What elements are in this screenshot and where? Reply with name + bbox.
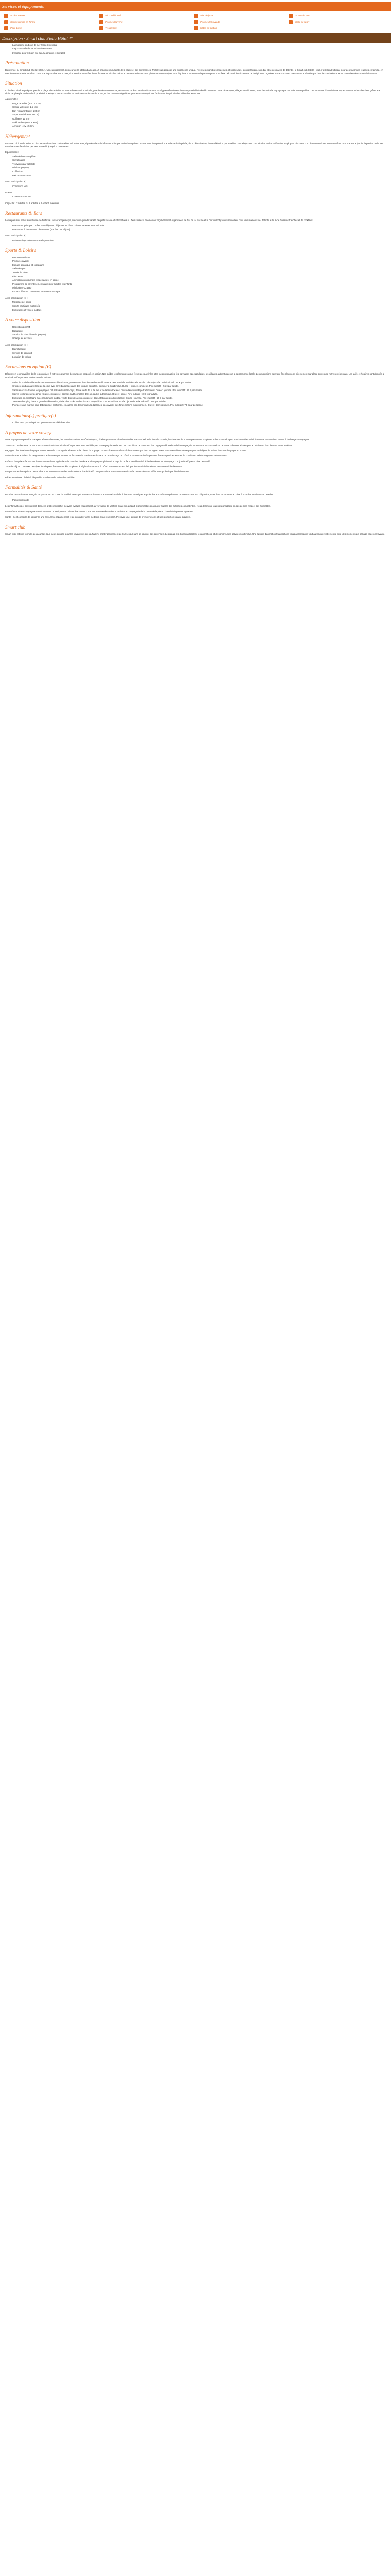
center-icon xyxy=(4,20,8,24)
formalites-list xyxy=(5,499,386,502)
services-grid xyxy=(0,11,391,33)
air-icon xyxy=(99,14,103,18)
list-item: • Climatisation xyxy=(12,159,386,162)
label: Avec participation (€) : xyxy=(5,343,28,346)
paragraph: Découvrez les merveilles de la région grâce à notre programme d'excursions proposé en option. Nos guides expérimentés vous feront découvrir les sites incontournables, les paysages spectaculaires, les villages authentiques et la gastronomie locale. Les excursions peuvent être réservées directement sur place auprès de notre représentant. Les tarifs et horaires sont donnés à titre indicatif et peuvent varier selon la saison. xyxy=(5,372,384,379)
paragraph: Bienvenue au Smart club Stella Hôtel 4*. Un établissement au coeur de la station balnéaire, à proximité immédiate de la plage et des commerces, l'hôtel vous propose une expérience unique. Avec ses chambres modernes et spacieuses, son restaurant, son bar et ses espaces de détente, le Smart club Stella Hôtel 4* est l'endroit idéal pour des vacances réussies en famille, en couple ou entre amis. Profitez d'une vue imprenable sur la mer, d'un service attentif et d'une formule tout inclus qui vous permettra de savourer pleinement votre séjour. Nos équipes sont à votre disposition pour vous faire découvrir les richesses de la région et organiser vos excursions. Laissez-vous séduire par l'ambiance chaleureuse et conviviale de notre établissement. xyxy=(5,69,383,75)
pool-out-icon xyxy=(194,20,198,24)
paragraph: Les photos et descriptions présentées sont non contractuelles et données à titre indicatif. Les prestations et services mentionnés peuvent être modifiés sans préavis par l'établissement. xyxy=(5,470,190,473)
paragraph: Santé : il est conseillé de souscrire une assurance rapatriement et de consulter votre médecin avant le départ. Prévoyez une trousse de premiers soins et une protection solaire adaptée. xyxy=(5,515,191,518)
list-item: • Restaurant à la carte sur réservation (une fois par séjour) xyxy=(12,228,386,231)
spa-icon xyxy=(289,20,293,24)
paragraph: Capacité : 2 adultes ou 2 adultes + 1 enfant maximum xyxy=(5,201,60,205)
sports-list-2 xyxy=(5,301,386,312)
service-item: Salle de sport xyxy=(289,20,384,24)
list-item: • Blanchisserie xyxy=(12,348,386,351)
section-title: Présentation xyxy=(5,60,29,66)
list-item: • Service de transfert xyxy=(12,352,386,355)
list-item: • Balcon ou terrasse xyxy=(12,174,386,177)
restauration-list xyxy=(5,224,386,231)
paragraph: L'hôtel est situé à quelques pas de la plage de sable fin, au coeur d'une station animée, proche des commerces, restaurants et lieux de divertissement. La région offre de nombreuses possibilités de découvertes : sites historiques, villages traditionnels, marchés colorés et paysages naturels remarquables. Les amateurs d'activités nautiques trouveront leur bonheur grâce aux clubs de plongée et de voile à proximité. L'aéroport est accessible en environ 45 minutes de route, et des navettes régulières permettent de rejoindre facilement les principales villes des alentours. xyxy=(5,89,380,95)
game-icon xyxy=(194,14,198,18)
paragraph: Enfants : les prix enfants s'appliquent aux enfants logés dans la chambre de deux adultes payant plein tarif. L'âge de l'enfant est déterminé à la date de retour du voyage. Un justificatif pourra être demandé. xyxy=(5,460,211,463)
situation-list xyxy=(5,102,386,128)
list-item: • Massages et soins xyxy=(12,301,386,304)
list-item: • Location de voiture xyxy=(12,355,386,359)
service-item: Aire de jeux xyxy=(194,14,289,18)
section-title: Formalités & Santé xyxy=(5,485,42,490)
list-item: • L'espace pour le bien être luxury garantie et complet xyxy=(12,52,386,55)
paragraph: Les enfants mineurs voyageant seuls ou avec un seul parent doivent être munis d'une autorisation de sortie du territoire accompagnée de la copie de la pièce d'identité du parent signataire. xyxy=(5,510,194,513)
list-item: • Piscine extérieure xyxy=(12,256,386,259)
service-item: Tv satellite xyxy=(99,26,194,30)
sports-list xyxy=(5,256,386,294)
list-item: • Piscine couverte xyxy=(12,260,386,263)
list-item: • Programme de divertissement varié pour adultes et enfants xyxy=(12,283,386,286)
label: A proximité : xyxy=(5,97,18,100)
service-item: Piscine couverte xyxy=(99,20,194,24)
list-item: • Minibar (payant) xyxy=(12,166,386,170)
list-item: • Télévision par satellite xyxy=(12,163,386,166)
label: Equipement : xyxy=(5,150,19,154)
service-item: Piscine découverte xyxy=(194,20,289,24)
list-item: • L'hôtel n'est pas adapté aux personnes à mobilité réduite. xyxy=(12,421,386,425)
list-item: • Service de blanchisserie (payant) xyxy=(12,333,386,336)
service-item: Centre remise en forme xyxy=(4,20,99,24)
label: Avec participation (€) : xyxy=(5,234,28,238)
service-item: Pour boîse xyxy=(4,26,99,30)
section-title: Smart club xyxy=(5,524,26,530)
services-header xyxy=(0,2,391,11)
list-item: • La promenade de toute l'environnement xyxy=(12,47,386,50)
section-title: Restaurants & Bars xyxy=(5,211,42,216)
list-item: • Safari en 4x4 à travers les paysages naturels de l'arrière-pays, découverte de la faune et de la flore locales, pause dans un village traditionnel. Durée : journée. Prix indicatif : 65 € par adulte. xyxy=(12,389,386,392)
paragraph: Transport : les horaires de vol sont communiqués à titre indicatif et peuvent être modifiés par la compagnie aérienne. Les conditions de transport des bagages dépendent de la compagnie. Nous vous recommandons de vous présenter à l'aéroport au minimum deux heures avant le départ. xyxy=(5,444,294,447)
list-item: • Coffre-fort xyxy=(12,170,386,173)
paragraph: Les informations ci-dessus sont données à titre indicatif et peuvent évoluer. Il appartient au voyageur de vérifier, avant son départ, les formalités en vigueur auprès des autorités compétentes. Nous déclinons toute responsabilité en cas de non-respect des formalités. xyxy=(5,504,271,507)
list-item: • Excursion en montagne avec randonnée guidée, visite d'un site archéologique et dégustation de produits locaux. Durée : journée. Prix indicatif : 50 € par adulte. xyxy=(12,397,386,400)
parking-icon xyxy=(4,14,8,18)
list-item: • Excursions et visites guidées xyxy=(12,309,386,312)
list-item: • Connexion Wifi xyxy=(12,185,386,188)
label: Gratuit : xyxy=(5,191,13,194)
disposition-list-2 xyxy=(5,348,386,359)
list-item: • Arrêt de bus (env. 300 m) xyxy=(12,121,386,124)
list-item: • Supermarché (env. 800 m) xyxy=(12,113,386,116)
list-item: • Réception 24h/24 xyxy=(12,326,386,329)
hebergement-list xyxy=(5,155,386,177)
paragraph: Taxe de séjour : une taxe de séjour locale peut être demandée sur place, à régler directement à l'hôtel. Son montant est fixé par les autorités locales et est susceptible d'évoluer. xyxy=(5,465,183,468)
excursions-list xyxy=(5,381,386,408)
list-item: • Bagagerie xyxy=(12,330,386,333)
service-item: Sports de mer xyxy=(289,14,384,18)
label: Avec participation (€) : xyxy=(5,180,28,183)
list-item: • Journée shopping dans la grande ville voisine, visite des souks et des bazars, temps libre pour les achats. Durée : journée. Prix indicatif : 30 € par adulte. xyxy=(12,400,386,403)
paragraph: Le Smart club Stella Hôtel 4* dispose de chambres confortables et lumineuses, réparties dans le bâtiment principal et des bungalows. Toutes sont équipées d'une salle de bain privée, de la climatisation, d'une télévision par satellite, d'un téléphone, d'un minibar et d'un coffre-fort. La plupart disposent d'un balcon ou d'une terrasse offrant une vue sur le jardin, la piscine ou la mer. Les chambres familiales peuvent accueillir jusqu'à 4 personnes. xyxy=(5,142,384,148)
list-item: • Restaurant principal : buffet petit-déjeuner, déjeuner et dîner, cuisine locale et internationale xyxy=(12,224,386,227)
paragraph: Animations et activités : le programme d'animations peut varier en fonction de la saison et du taux de remplissage de l'hôtel. Certaines activités peuvent être suspendues en cas de conditions météorologiques défavorables. xyxy=(5,454,227,457)
section-title: Informations(s) pratique(s) xyxy=(5,413,56,418)
services-title: Services et équipements xyxy=(2,3,44,9)
kitchen-icon xyxy=(194,26,198,30)
informations-list xyxy=(5,421,386,425)
list-item: • Fléchettes xyxy=(12,275,386,278)
list-item: • Centre-ville (env. 1,5 km) xyxy=(12,106,386,109)
list-item: • Sports nautiques motorisés xyxy=(12,304,386,308)
label: Avec participation (€) : xyxy=(5,296,28,299)
section-title: A votre disposition xyxy=(5,317,40,323)
service-item: Hôtes en option xyxy=(194,26,289,30)
disposition-list xyxy=(5,326,386,341)
list-item: • Salle de bain complète xyxy=(12,155,386,158)
hebergement-list-2 xyxy=(5,185,386,188)
paragraph: Les repas sont servis sous forme de buffet au restaurant principal, avec une grande variété de plats locaux et internationaux. Des soirées à thème sont régulièrement organisées. Le bar de la piscine et le bar du lobby vous accueillent pour des moments de détente autour de boissons fraîches et de cocktails. xyxy=(5,219,313,222)
list-item: • Croisière en bateau le long de la côte avec arrêt baignade dans des criques secrètes, déjeuner à bord inclus. Durée : journée complète. Prix indicatif : 55 € par adulte. xyxy=(12,385,386,388)
list-item: • Espace détente : hammam, sauna et massages xyxy=(12,290,386,293)
pool-icon xyxy=(99,20,103,24)
list-item: • Aéroport (env. 45 km) xyxy=(12,125,386,128)
hebergement-list-3 xyxy=(5,195,386,198)
service-item: Air conditionné xyxy=(99,14,194,18)
tv-icon xyxy=(99,26,103,30)
list-item: • Plage de sable (env. 400 m) xyxy=(12,102,386,105)
section-title: Excursions en option (€) xyxy=(5,364,51,370)
description-list xyxy=(5,44,386,55)
section-title: A propos de votre voyage xyxy=(5,430,53,436)
section-title: Sports & Loisirs xyxy=(5,247,36,253)
list-item: • Plongée sous-marine pour débutants et confirmés, encadrée par des moniteurs diplômés, découverte des fonds marins exceptionnels. Durée : demi-journée. Prix indicatif : 70 € par personne. xyxy=(12,404,386,407)
paragraph: Smart club est une formule de vacances tout inclus pensée pour les voyageurs qui souhaitent profiter pleinement de leur séjour sans se soucier des dépenses. Les repas, les boissons locales, les animations et de nombreuses activités sont inclus. Une équipe d'animation francophone vous accompagne tout au long de votre séjour pour des moments de partage et de convivialité. xyxy=(5,533,385,536)
description-title: Description - Smart club Stella Hôtel 4* xyxy=(2,35,73,41)
list-item: • Tennis de table xyxy=(12,271,386,274)
list-item: • Change de devises xyxy=(12,337,386,340)
list-item: • Miniclub (4-12 ans) xyxy=(12,286,386,290)
list-item: • Espace aquatique et toboggans xyxy=(12,264,386,267)
paragraph: Votre voyage comprend le transport aérien aller-retour, les transferts aéroport-hôtel-aéroport, l'hébergement en chambre double standard selon la formule choisie, l'assistance de notre représentant sur place et les taxes aéroport. Les formalités administratives et sanitaires restent à la charge du voyageur. xyxy=(5,438,310,442)
paragraph: Pour les ressortissants français, un passeport en cours de validité est exigé. Les ressortissants d'autres nationalités doivent se renseigner auprès des autorités compétentes. Aucun vaccin n'est obligatoire, mais il est recommandé d'être à jour des vaccinations usuelles. xyxy=(5,493,274,496)
sport-icon xyxy=(289,14,293,18)
list-item: • Animations en journée et spectacles en soirée xyxy=(12,279,386,282)
list-item: • La moderne en bord de mer l'Hôtellerie idéal xyxy=(12,44,386,47)
paragraph: Bébés et enfants : lit bébé disponible sur demande selon disponibilité. xyxy=(5,476,75,479)
section-title: Hébergement xyxy=(5,133,30,139)
list-item: • Visite de la vieille ville et de ses monuments historiques, promenade dans les ruelles et découverte des marchés traditionnels. Durée : demi-journée. Prix indicatif : 25 € par adulte. xyxy=(12,381,386,384)
service-item: Accès Internet xyxy=(4,14,99,18)
description-header xyxy=(0,33,391,43)
list-item: • Salle de sport xyxy=(12,267,386,270)
list-item: • Bar-restaurant (env. 200 m) xyxy=(12,110,386,113)
list-item: • Chambre Standard xyxy=(12,195,386,198)
list-item: • Passeport valide xyxy=(12,499,386,502)
list-item: • Golf (env. 12 km) xyxy=(12,117,386,121)
list-item: • Soirée folklorique avec dîner typique, musique et danses traditionnelles dans un cadre authentique. Durée : soirée. Prix indicatif : 40 € par adulte. xyxy=(12,393,386,396)
restauration-list-2 xyxy=(5,239,386,242)
bar-icon xyxy=(4,26,8,30)
list-item: • Boissons importées et cocktails premium xyxy=(12,239,386,242)
section-title: Situation xyxy=(5,80,22,86)
paragraph: Bagages : les franchises bagages varient selon la compagnie aérienne et la classe de voyage. Tout excédent sera facturé directement par la compagnie. Nous vous conseillons de ne pas placer d'objets de valeur dans vos bagages en soute. xyxy=(5,449,246,452)
